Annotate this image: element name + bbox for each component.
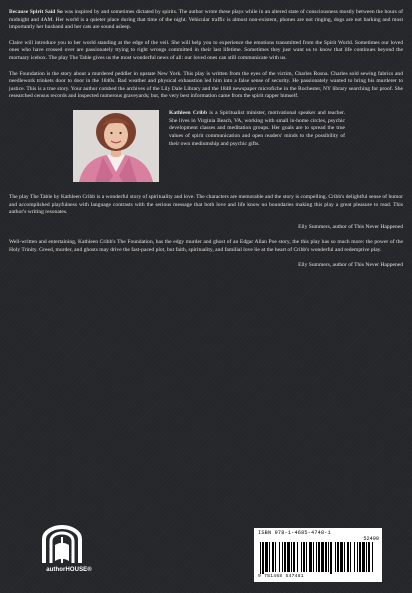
isbn-text: ISBN 978-1-4685-4748-1 bbox=[258, 530, 331, 536]
barcode-bar bbox=[318, 542, 320, 572]
author-photo bbox=[73, 110, 159, 182]
barcode-bar bbox=[325, 542, 327, 572]
barcode-bar bbox=[362, 542, 365, 572]
publisher-name: authorHOUSE® bbox=[46, 567, 92, 573]
barcode-bar bbox=[347, 542, 349, 572]
review-the-foundation: Well-written and entertaining, Kathleen Cribb's The Foundation, has the edgy murder and ghost of an Edgar Allan Poe story, the this play has so much more: the power of the Holy Trinity. Greed, murder, and ghosts may drive the fast-paced plot, but faith, spirituality, and familial love lie at the heart of Cribb's wonderful and redemptive play. bbox=[9, 239, 403, 253]
barcode-bar bbox=[328, 542, 329, 572]
barcode-bar bbox=[337, 542, 339, 572]
barcode-bar bbox=[316, 542, 317, 572]
barcode-bar bbox=[272, 542, 274, 572]
barcode-bar bbox=[293, 542, 295, 572]
barcode-bar bbox=[313, 542, 314, 572]
barcode-bar bbox=[372, 542, 373, 572]
barcode-bar bbox=[306, 542, 307, 572]
barcode-label bbox=[254, 528, 382, 582]
review-the-table: The play The Table by Kathleen Cribb is a wonderful story of spirituality and love. The characters are memorable and the story is compelling. Cribb's delightful sense of humor and accomplished playfulness with language contrasts with the serious message that both love and life know no boundaries making this play a great pleasure to read. This author's writing resonates. bbox=[9, 193, 403, 216]
barcode-bar bbox=[269, 542, 270, 572]
barcode-bar bbox=[279, 542, 280, 572]
barcode-bar bbox=[275, 542, 276, 572]
foundation-paragraph: The Foundation is the story about a murdered peddler in upstate New York. This play is written from the eyes of the victim, Charles Rosna. Charles sold sewing fabrics and needlework trinkets door to door in the 1840s. Bad weather and physical exhaustion led him into a false sense of security. He passionately wanted to bring his murderer to justice. This is a true story. Your author combed the archives of the Lily Dale Library and the 1848 newspaper microfiche in the Rochester, NY library searching for proof. She researched census records and inspected numerous graveyards; but, the very best information came from the spirit rapper himself. bbox=[9, 70, 403, 100]
review-the-foundation-attribution: Elly Summers, author of This Never Happened bbox=[298, 261, 403, 268]
barcode-bar bbox=[321, 542, 324, 572]
barcode-bar bbox=[330, 542, 332, 574]
barcode-bar bbox=[340, 542, 343, 572]
barcode-bar bbox=[301, 542, 302, 572]
barcode-digits: 9 781468 547481 bbox=[258, 574, 304, 579]
barcode-bar bbox=[282, 542, 283, 572]
author-name: Kathleen Cribb bbox=[169, 109, 208, 116]
author-block bbox=[9, 110, 403, 186]
barcode-bar bbox=[262, 542, 264, 574]
barcode-bar bbox=[354, 542, 355, 572]
intro-paragraph bbox=[9, 9, 403, 32]
barcode-bar bbox=[359, 542, 361, 572]
publisher-logo bbox=[38, 525, 92, 581]
back-cover-text bbox=[9, 9, 403, 269]
review-the-table-attribution: Elly Summers, author of This Never Happened bbox=[298, 223, 403, 230]
claire-paragraph: Claire will introduce you to her world standing at the edge of the veil. She will help you to experience the emotions transmitted from the Spirit World. Sometimes our loved ones who have crossed over are passionately trying to right wrongs committed in their last lifetime. Sometimes they just want us to know that life continues beyond the mortuary icebox. The play The Table gives us the most wonderful news of all: our loved ones can still communicate with us. bbox=[9, 39, 403, 61]
barcode-bar bbox=[287, 542, 290, 572]
barcode-bar bbox=[303, 542, 305, 572]
barcode-bar bbox=[284, 542, 286, 572]
barcode-bar bbox=[344, 542, 345, 572]
barcode-bar bbox=[366, 542, 367, 572]
barcode-bar bbox=[265, 542, 268, 572]
author-bio bbox=[169, 110, 345, 149]
barcode-bar bbox=[297, 542, 298, 572]
barcode-bar bbox=[291, 542, 292, 572]
barcode-bar bbox=[357, 542, 358, 572]
barcode-bar bbox=[260, 542, 261, 574]
barcode-bar bbox=[335, 542, 336, 572]
book-house-icon bbox=[38, 525, 86, 565]
barcode-bar bbox=[309, 542, 312, 572]
author-bio-text: is a Spiritualist minister, motivational speaker and teacher. She lives in Virginia Beach, VA, working with small in-home circles, psychic development classes and meditation groups. Her goals are to spread the true values of spirit communication and open readers' minds to the possibility of their own mediumship and psychic gifts. bbox=[169, 109, 345, 147]
intro-lead: Because Spirit Said So bbox=[9, 9, 63, 15]
intro-body: was inspired by and sometimes dictated by spirits. The author wrote these plays while in an altered state of consciousness mostly between the hours of midnight and 4AM. Her world is a quieter place during that time of the night. Vehicular traffic is almost non-existent, phones are not ringing, dogs are not barking and most importantly her husband and her cats are sound asleep. bbox=[9, 9, 404, 31]
barcode-bar bbox=[350, 542, 351, 572]
price-code: 52499 bbox=[363, 536, 379, 542]
author-portrait-illustration bbox=[73, 110, 159, 182]
barcode-bars bbox=[258, 542, 378, 574]
barcode-bar bbox=[368, 542, 370, 572]
